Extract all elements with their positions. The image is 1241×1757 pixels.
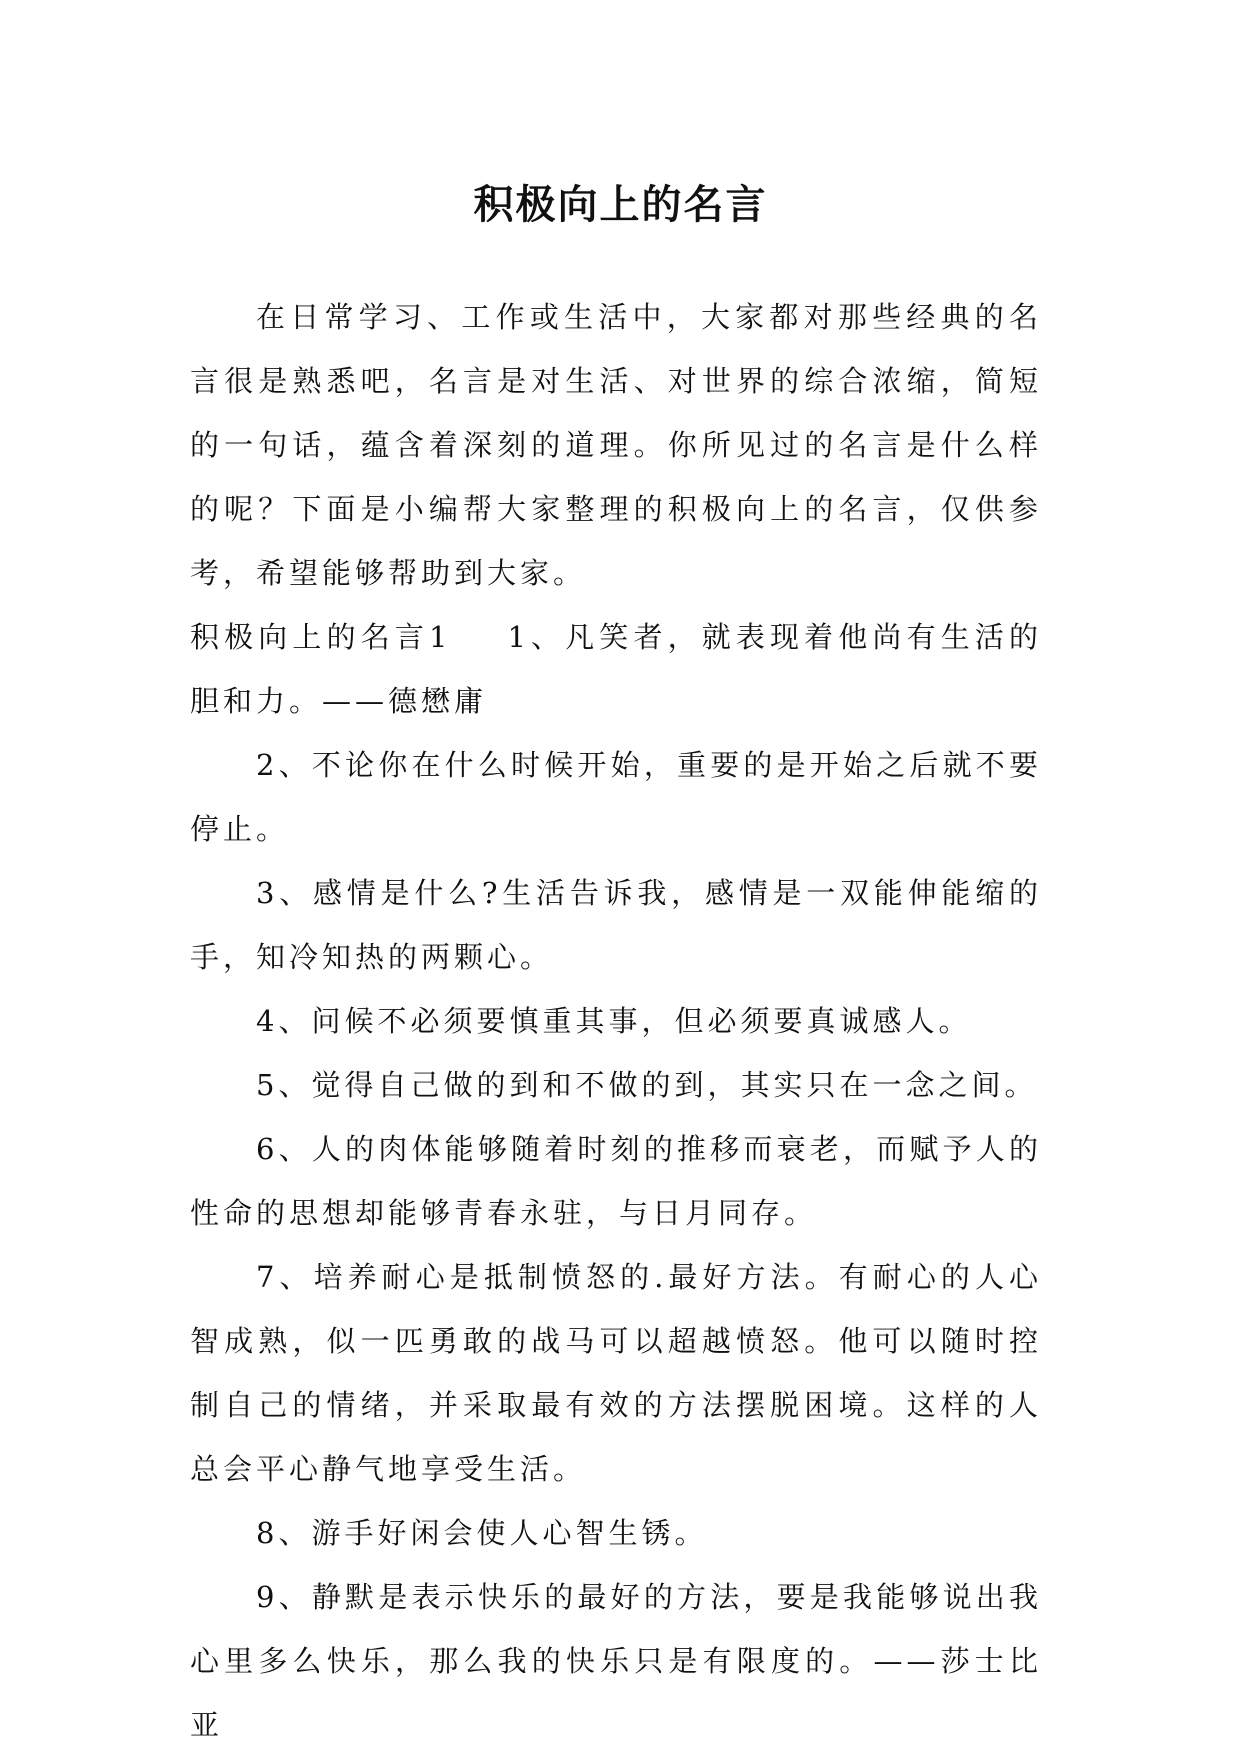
quote-5: 5、觉得自己做的到和不做的到，其实只在一念之间。 xyxy=(256,1068,1038,1102)
section-title: 积极向上的名言1 xyxy=(190,620,452,654)
document-body xyxy=(190,285,1042,1757)
first-quote-paragraph xyxy=(190,605,1042,733)
page-title: 积极向上的名言 xyxy=(473,180,768,228)
quote-9: 9、静默是表示快乐的最好的方法，要是我能够说出我心里多么快乐，那么我的快乐只是有限度的。——莎士比亚 xyxy=(190,1580,1042,1742)
quote-2: 2、不论你在什么时候开始，重要的是开始之后就不要停止。 xyxy=(190,748,1042,846)
quote-4: 4、问候不必须要慎重其事，但必须要真诚感人。 xyxy=(256,1004,972,1038)
quote-8: 8、游手好闲会使人心智生锈。 xyxy=(256,1516,708,1550)
quote-7: 7、培养耐心是抵制愤怒的.最好方法。有耐心的人心智成熟，似一匹勇敢的战马可以超越愤怒。他可以随时控制自己的情绪，并采取最有效的方法摆脱困境。这样的人总会平心静气地享受生活。 xyxy=(190,1260,1042,1486)
quote-1: 1、凡笑者，就表现着他尚有生活的胆和力。——德懋庸 xyxy=(190,620,1042,718)
quote-3: 3、感情是什么?生活告诉我，感情是一双能伸能缩的手，知冷知热的两颗心。 xyxy=(190,876,1042,974)
quote-6: 6、人的肉体能够随着时刻的推移而衰老，而赋予人的性命的思想却能够青春永驻，与日月同存。 xyxy=(190,1132,1042,1230)
intro-paragraph: 在日常学习、工作或生活中，大家都对那些经典的名言很是熟悉吧，名言是对生活、对世界的综合浓缩，简短的一句话，蕴含着深刻的道理。你所见过的名言是什么样的呢？下面是小编帮大家整理的积极向上的名言，仅供参考，希望能够帮助到大家。 xyxy=(190,300,1042,590)
